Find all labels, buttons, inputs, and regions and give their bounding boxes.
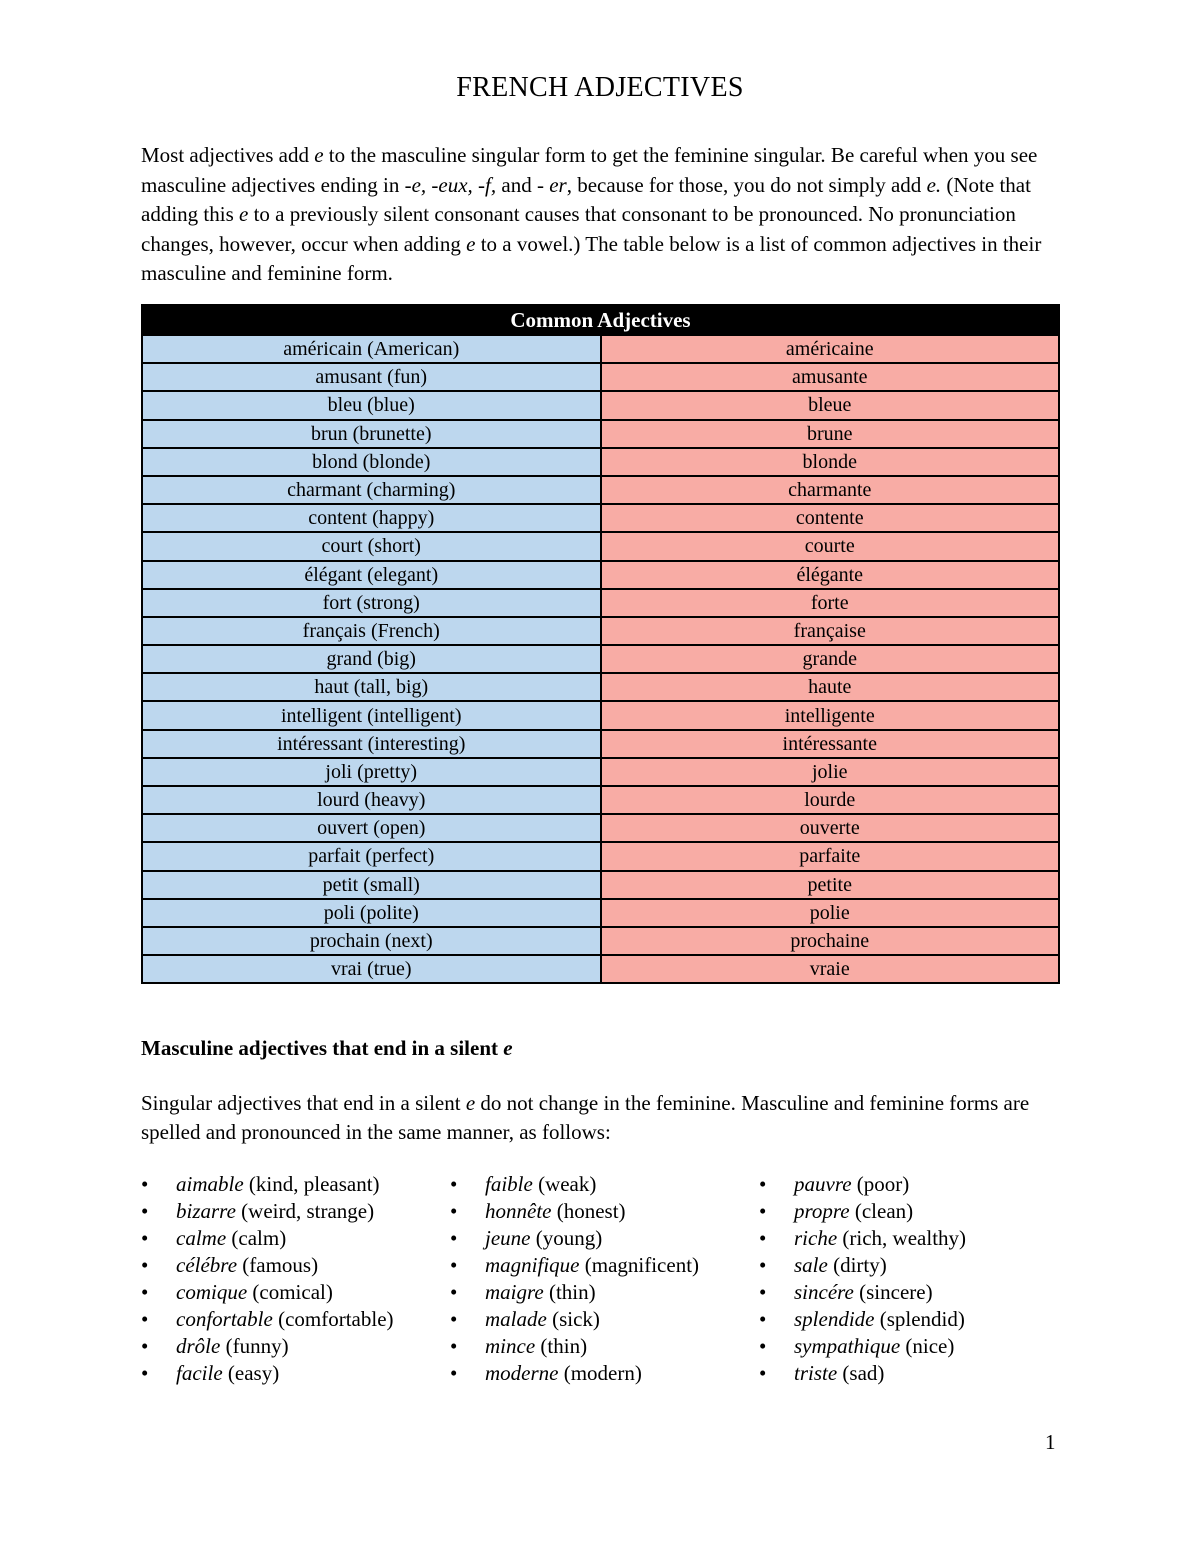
adjective-gloss: (dirty): [827, 1253, 887, 1277]
section-paragraph: [141, 1089, 1061, 1147]
section-heading-emphasis: e: [503, 1036, 513, 1060]
masculine-cell: content (happy): [142, 504, 601, 532]
list-item: [759, 1171, 966, 1198]
adjective-gloss: (funny): [220, 1334, 289, 1358]
bullet-icon: •: [141, 1334, 149, 1358]
adjective-word: drôle: [176, 1334, 221, 1358]
adjective-word: facile: [176, 1361, 223, 1385]
adjective-word: célébre: [176, 1253, 238, 1277]
masculine-cell: américain (American): [142, 335, 601, 363]
table-row: [142, 814, 1059, 842]
list-item: [450, 1333, 699, 1360]
bullet-icon: •: [759, 1226, 767, 1250]
adjective-word: pauvre: [794, 1172, 852, 1196]
section-text: do not change in the feminine. Masculine and feminine forms are spelled and pronounced in the same manner, as follows:: [141, 1091, 1030, 1144]
adjective-gloss: (poor): [851, 1172, 910, 1196]
adjective-gloss: (comical): [247, 1280, 333, 1304]
section-text: Singular adjectives that end in a silent: [141, 1091, 466, 1115]
adjective-gloss: (thin): [543, 1280, 596, 1304]
adjective-word: calme: [176, 1226, 227, 1250]
feminine-cell: haute: [601, 673, 1060, 701]
adjective-word: jeune: [485, 1226, 531, 1250]
feminine-cell: jolie: [601, 758, 1060, 786]
table-row: [142, 758, 1059, 786]
bullet-icon: •: [759, 1280, 767, 1304]
table-row: [142, 927, 1059, 955]
table-row: [142, 645, 1059, 673]
adjective-word: bizarre: [176, 1199, 236, 1223]
adjective-gloss: (thin): [535, 1334, 588, 1358]
adjective-gloss: (sad): [837, 1361, 885, 1385]
masculine-cell: intéressant (interesting): [142, 730, 601, 758]
feminine-cell: élégante: [601, 561, 1060, 589]
list-item: [759, 1333, 966, 1360]
feminine-cell: bleue: [601, 391, 1060, 419]
adjective-word: faible: [485, 1172, 533, 1196]
list-item: [141, 1198, 394, 1225]
bullet-icon: •: [141, 1226, 149, 1250]
masculine-cell: élégant (elegant): [142, 561, 601, 589]
masculine-cell: poli (polite): [142, 899, 601, 927]
bullet-icon: •: [450, 1253, 458, 1277]
bullet-icon: •: [141, 1280, 149, 1304]
adjective-gloss: (comfortable): [272, 1307, 394, 1331]
bullet-icon: •: [141, 1361, 149, 1385]
table-row: [142, 786, 1059, 814]
intro-emphasis: -e, -eux, -f,: [404, 172, 497, 197]
list-item: [759, 1279, 966, 1306]
adjective-gloss: (modern): [558, 1361, 642, 1385]
table-row: [142, 899, 1059, 927]
list-item: [141, 1306, 394, 1333]
adjective-gloss: (honest): [551, 1199, 626, 1223]
section-heading: [141, 1036, 513, 1061]
adjective-gloss: (nice): [900, 1334, 955, 1358]
masculine-cell: brun (brunette): [142, 420, 601, 448]
silent-e-list-column-3: [759, 1171, 966, 1387]
table-header-row: [142, 305, 1059, 335]
adjective-word: propre: [794, 1199, 850, 1223]
intro-text: and -: [496, 172, 550, 197]
list-item: [141, 1252, 394, 1279]
feminine-cell: intéressante: [601, 730, 1060, 758]
intro-emphasis: e: [314, 143, 324, 167]
list-item: [141, 1333, 394, 1360]
table-row: [142, 420, 1059, 448]
adjective-word: maigre: [485, 1280, 544, 1304]
bullet-icon: •: [141, 1253, 149, 1277]
feminine-cell: charmante: [601, 476, 1060, 504]
bullet-icon: •: [450, 1280, 458, 1304]
list-item: [450, 1171, 699, 1198]
masculine-cell: amusant (fun): [142, 363, 601, 391]
bullet-icon: •: [141, 1199, 149, 1223]
adjective-gloss: (young): [530, 1226, 603, 1250]
feminine-cell: lourde: [601, 786, 1060, 814]
feminine-cell: intelligente: [601, 701, 1060, 729]
adjective-gloss: (magnificent): [579, 1253, 700, 1277]
list-item: [141, 1171, 394, 1198]
intro-text: to a previously silent consonant causes that consonant to be pronounced. No pronunciation changes, however, occur when adding: [141, 202, 1016, 256]
list-item: [450, 1360, 699, 1387]
adjective-word: splendide: [794, 1307, 875, 1331]
feminine-cell: parfaite: [601, 842, 1060, 870]
adjective-word: confortable: [176, 1307, 273, 1331]
masculine-cell: petit (small): [142, 871, 601, 899]
masculine-cell: parfait (perfect): [142, 842, 601, 870]
table-row: [142, 561, 1059, 589]
table-row: [142, 842, 1059, 870]
bullet-icon: •: [759, 1253, 767, 1277]
bullet-icon: •: [450, 1334, 458, 1358]
feminine-cell: forte: [601, 589, 1060, 617]
table-row: [142, 391, 1059, 419]
adjective-gloss: (weak): [532, 1172, 597, 1196]
table-row: [142, 532, 1059, 560]
list-item: [141, 1360, 394, 1387]
adjective-gloss: (rich, wealthy): [837, 1226, 967, 1250]
adjective-word: triste: [794, 1361, 838, 1385]
bullet-icon: •: [141, 1172, 149, 1196]
adjective-gloss: (easy): [222, 1361, 280, 1385]
list-item: [141, 1225, 394, 1252]
page-number: 1: [1045, 1430, 1056, 1454]
feminine-cell: contente: [601, 504, 1060, 532]
masculine-cell: joli (pretty): [142, 758, 601, 786]
bullet-icon: •: [450, 1199, 458, 1223]
list-item: [759, 1198, 966, 1225]
feminine-cell: ouverte: [601, 814, 1060, 842]
adjective-gloss: (clean): [849, 1199, 914, 1223]
intro-emphasis: e: [466, 231, 476, 256]
adjective-word: comique: [176, 1280, 248, 1304]
table-row: [142, 504, 1059, 532]
adjective-word: sympathique: [794, 1334, 901, 1358]
silent-e-list-column-1: [141, 1171, 394, 1387]
adjective-gloss: (weird, strange): [235, 1199, 375, 1223]
adjective-word: sincére: [794, 1280, 854, 1304]
table-row: [142, 617, 1059, 645]
masculine-cell: haut (tall, big): [142, 673, 601, 701]
common-adjectives-table: [141, 304, 1060, 984]
masculine-cell: lourd (heavy): [142, 786, 601, 814]
list-item: [450, 1252, 699, 1279]
table-body: [142, 335, 1059, 983]
masculine-cell: français (French): [142, 617, 601, 645]
list-item: [450, 1306, 699, 1333]
adjective-word: mince: [485, 1334, 536, 1358]
feminine-cell: courte: [601, 532, 1060, 560]
adjective-word: sale: [794, 1253, 828, 1277]
masculine-cell: court (short): [142, 532, 601, 560]
adjective-word: moderne: [485, 1361, 559, 1385]
bullet-icon: •: [759, 1334, 767, 1358]
masculine-cell: intelligent (intelligent): [142, 701, 601, 729]
adjective-word: aimable: [176, 1172, 244, 1196]
table-header: Common Adjectives: [142, 305, 1059, 335]
adjective-gloss: (kind, pleasant): [243, 1172, 380, 1196]
adjective-word: malade: [485, 1307, 547, 1331]
list-item: [450, 1225, 699, 1252]
intro-emphasis: e: [239, 202, 249, 226]
intro-text: (Note that adding this: [141, 172, 1031, 226]
table-row: [142, 589, 1059, 617]
adjective-word: magnifique: [485, 1253, 580, 1277]
bullet-icon: •: [759, 1307, 767, 1331]
adjective-gloss: (calm): [226, 1226, 287, 1250]
table-row: [142, 448, 1059, 476]
table-row: [142, 335, 1059, 363]
masculine-cell: vrai (true): [142, 955, 601, 983]
masculine-cell: fort (strong): [142, 589, 601, 617]
feminine-cell: vraie: [601, 955, 1060, 983]
masculine-cell: ouvert (open): [142, 814, 601, 842]
intro-text: , because for those, you do not simply add: [566, 172, 927, 197]
table-row: [142, 701, 1059, 729]
bullet-icon: •: [759, 1172, 767, 1196]
page-title: FRENCH ADJECTIVES: [456, 72, 744, 103]
masculine-cell: prochain (next): [142, 927, 601, 955]
intro-emphasis: er: [549, 172, 567, 197]
adjective-gloss: (famous): [237, 1253, 319, 1277]
feminine-cell: française: [601, 617, 1060, 645]
table-row: [142, 363, 1059, 391]
list-item: [141, 1279, 394, 1306]
feminine-cell: américaine: [601, 335, 1060, 363]
list-item: [759, 1306, 966, 1333]
masculine-cell: charmant (charming): [142, 476, 601, 504]
list-item: [759, 1252, 966, 1279]
feminine-cell: blonde: [601, 448, 1060, 476]
feminine-cell: grande: [601, 645, 1060, 673]
table-row: [142, 673, 1059, 701]
adjective-gloss: (splendid): [874, 1307, 965, 1331]
feminine-cell: petite: [601, 871, 1060, 899]
feminine-cell: brune: [601, 420, 1060, 448]
list-item: [759, 1360, 966, 1387]
adjective-word: honnête: [485, 1199, 552, 1223]
table-row: [142, 730, 1059, 758]
silent-e-list-column-2: [450, 1171, 699, 1387]
table-row: [142, 476, 1059, 504]
bullet-icon: •: [450, 1226, 458, 1250]
intro-emphasis: e.: [926, 172, 942, 197]
feminine-cell: amusante: [601, 363, 1060, 391]
adjective-gloss: (sincere): [853, 1280, 933, 1304]
intro-text: to the masculine singular form to get the feminine singular. Be careful when you see masculine adjectives ending in: [141, 143, 1038, 197]
feminine-cell: polie: [601, 899, 1060, 927]
adjective-gloss: (sick): [546, 1307, 600, 1331]
bullet-icon: •: [450, 1361, 458, 1385]
list-item: [450, 1198, 699, 1225]
masculine-cell: blond (blonde): [142, 448, 601, 476]
section-heading-text: Masculine adjectives that end in a silent: [141, 1036, 504, 1060]
bullet-icon: •: [450, 1172, 458, 1196]
bullet-icon: •: [759, 1361, 767, 1385]
bullet-icon: •: [450, 1307, 458, 1331]
bullet-icon: •: [759, 1199, 767, 1223]
table-row: [142, 871, 1059, 899]
intro-paragraph: [141, 141, 1061, 289]
masculine-cell: grand (big): [142, 645, 601, 673]
bullet-icon: •: [141, 1307, 149, 1331]
feminine-cell: prochaine: [601, 927, 1060, 955]
table-row: [142, 955, 1059, 983]
intro-text: Most adjectives add: [141, 143, 315, 167]
section-emphasis: e: [465, 1091, 476, 1115]
intro-text: to a vowel.) The table below is a list of common adjectives in their masculine and feminine form.: [141, 231, 1042, 285]
list-item: [759, 1225, 966, 1252]
adjective-word: riche: [794, 1226, 838, 1250]
masculine-cell: bleu (blue): [142, 391, 601, 419]
list-item: [450, 1279, 699, 1306]
